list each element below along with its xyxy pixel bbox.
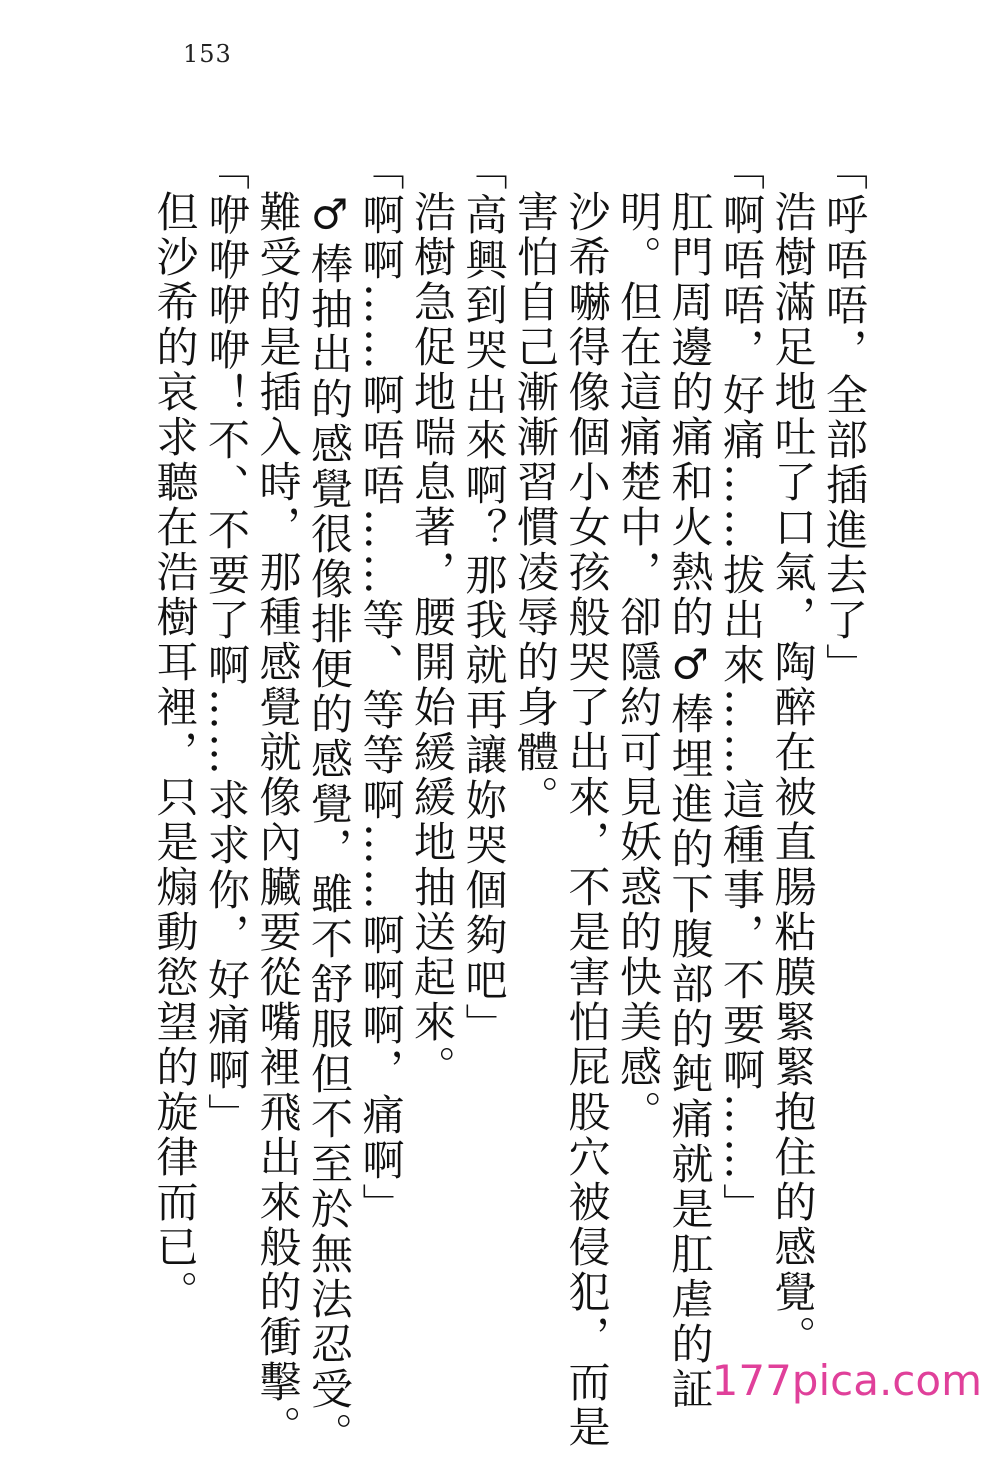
- text-line-8: 「高興到哭出來啊？那我就再讓妳哭個夠吧」: [459, 148, 509, 1048]
- text-line-3: 「啊唔唔，好痛……拔出來……這種事，不要啊……」: [717, 148, 766, 1228]
- text-line-2: 浩樹滿足地吐了口氣，陶醉在被直腸粘膜緊緊抱住的感覺。: [768, 190, 818, 1360]
- page-number: 153: [183, 40, 232, 68]
- text-line-13: 「咿咿咿咿！不、不要了啊……求求你，好痛啊」: [202, 148, 251, 1138]
- text-line-12: 難受的是插入時，那種感覺就像內臟要從嘴裡飛出來般的衝擊。: [253, 190, 303, 1450]
- text-line-9: 浩樹急促地喘息著，腰開始緩緩地抽送起來。: [408, 190, 457, 1090]
- text-line-4: 肛門周邊的痛和火熱的♂棒埋進的下腹部的鈍痛就是肛虐的証: [665, 190, 715, 1412]
- text-line-7: 害怕自己漸漸習慣凌辱的身體。: [511, 190, 560, 820]
- text-line-11: ♂棒抽出的感覺很像排便的感覺，雖不舒服但不至於無法忍受。: [305, 190, 354, 1457]
- text-line-5: 明。但在這痛楚中，卻隱約可見妖惑的快美感。: [614, 190, 663, 1135]
- text-line-10: 「啊啊……啊唔唔……等、等等啊……啊啊啊，痛啊」: [356, 148, 406, 1228]
- text-line-14: 但沙希的哀求聽在浩樹耳裡，只是煽動慾望的旋律而已。: [150, 190, 200, 1315]
- text-line-1: 「呼唔唔，全部插進去了」: [820, 148, 869, 688]
- text-line-6: 沙希嚇得像個小女孩般哭了出來，不是害怕屁股穴被侵犯，而是: [562, 190, 612, 1450]
- site-watermark: 177pica.com: [711, 1356, 982, 1405]
